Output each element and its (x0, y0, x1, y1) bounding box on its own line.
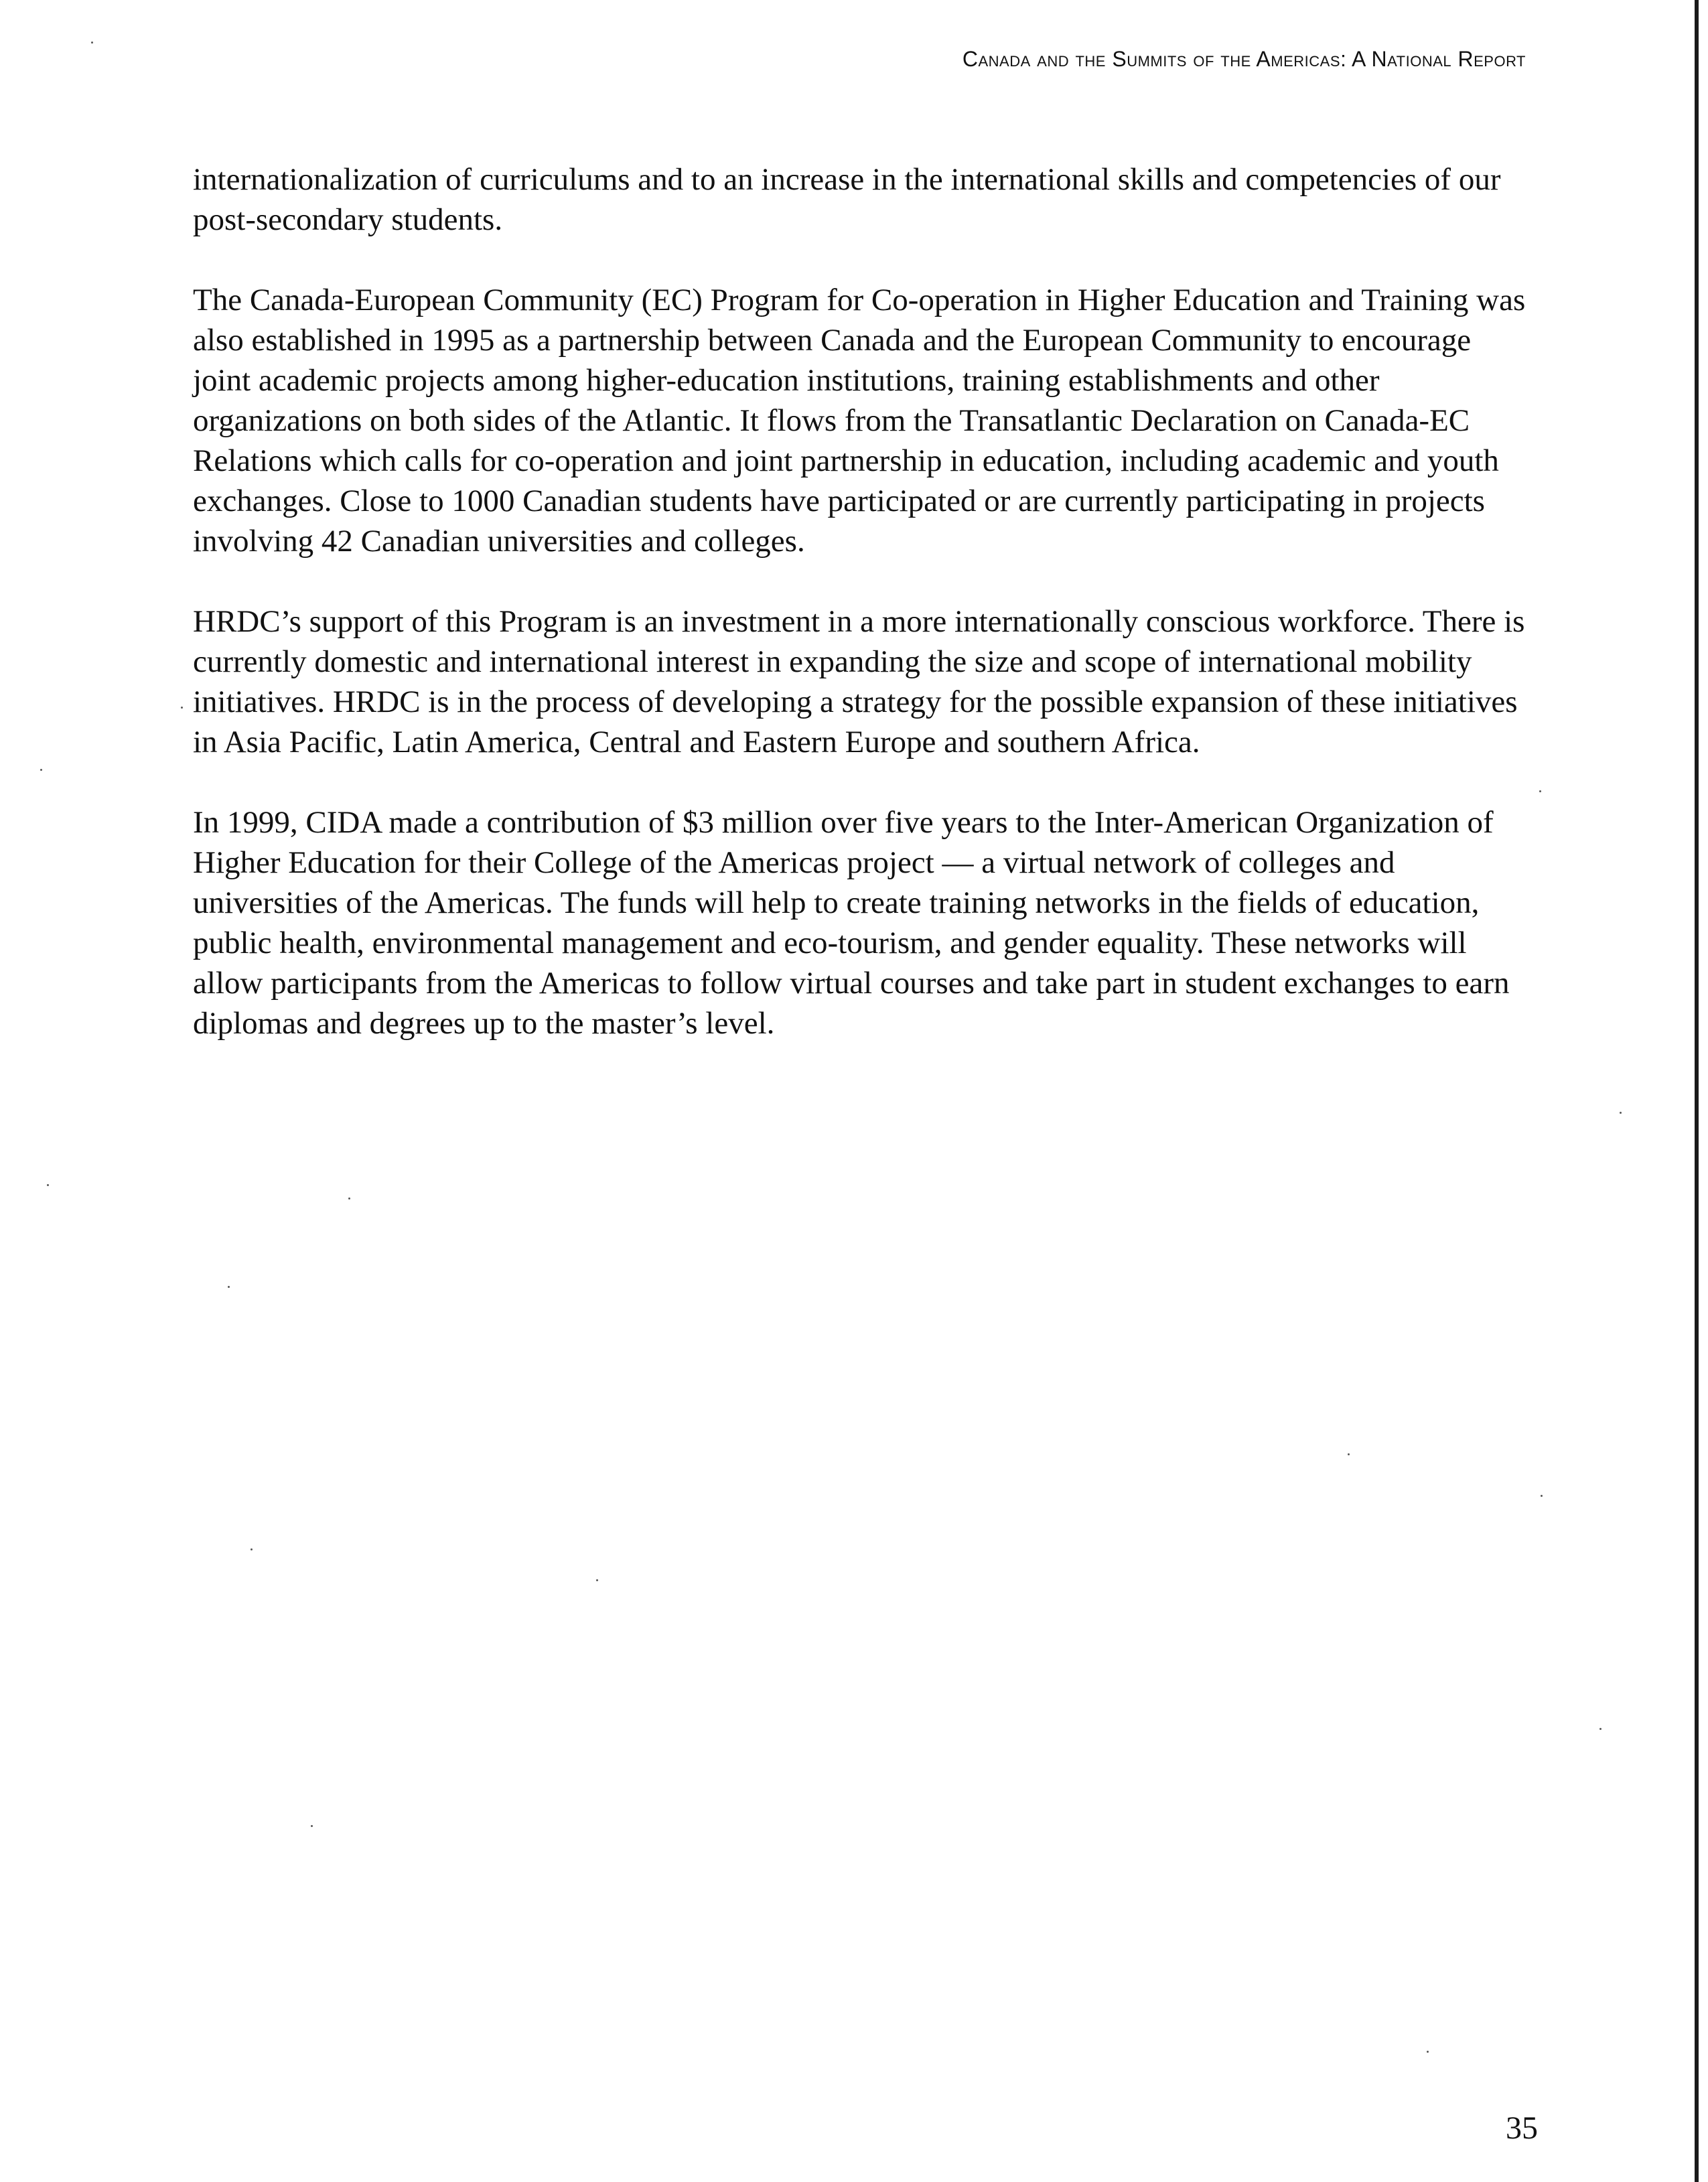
scan-speck (91, 42, 93, 44)
scan-speck (1541, 1495, 1543, 1497)
paragraph: The Canada-European Community (EC) Program for Co-operation in Higher Education and Training was also established in 1995 as a partnership between Canada and the European Community to encourage joint academic projects among higher-education institutions, training establishments and other organizations on both sides of the Atlantic. It flows from the Transatlantic Declaration on Canada-EC Relations which calls for co-operation and joint partnership in education, including academic and youth exchanges. Close to 1000 Canadian students have participated or are currently participating in projects involving 42 Canadian universities and colleges. (193, 283, 1526, 559)
scan-speck (181, 707, 183, 709)
scan-speck (40, 769, 42, 771)
scan-speck (1620, 1112, 1622, 1114)
scan-speck (1599, 1728, 1602, 1730)
scan-speck (228, 1286, 230, 1288)
scan-speck (1539, 790, 1541, 792)
scan-speck (348, 1197, 350, 1199)
page-number: 35 (1506, 2110, 1538, 2146)
scan-speck (1348, 1453, 1350, 1455)
scan-speck (1427, 2051, 1429, 2053)
scan-speck (311, 1825, 313, 1827)
paragraph: HRDC’s support of this Program is an investment in a more internationally conscious workforce. There is currently domestic and international interest in expanding the size and scope of international mobility initiatives. HRDC is in the process of developing a strategy for the possible expansion of these initiatives in Asia Pacific, Latin America, Central and Eastern Europe and southern Africa. (193, 604, 1525, 759)
running-header: Canada and the Summits of the Americas: A National Report (962, 47, 1526, 71)
paragraph: In 1999, CIDA made a contribution of $3 million over five years to the Inter-American Organization of Higher Education for their College of the Americas project — a virtual network of colleges and universities of the Americas. The funds will help to create training networks in the fields of education, public health, environmental management and eco-tourism, and gender equality. These networks will allow participants from the Americas to follow virtual courses and take part in student exchanges to earn diplomas and degrees up to the master’s level. (193, 805, 1510, 1041)
paragraph: internationalization of curriculums and to an increase in the international skills and competencies of our post-secondary students. (193, 162, 1501, 237)
scan-speck (596, 1579, 598, 1581)
scan-speck (47, 1184, 49, 1186)
page-edge-border (1695, 0, 1699, 2182)
body-text (193, 159, 1526, 1084)
scan-speck (251, 1548, 253, 1550)
